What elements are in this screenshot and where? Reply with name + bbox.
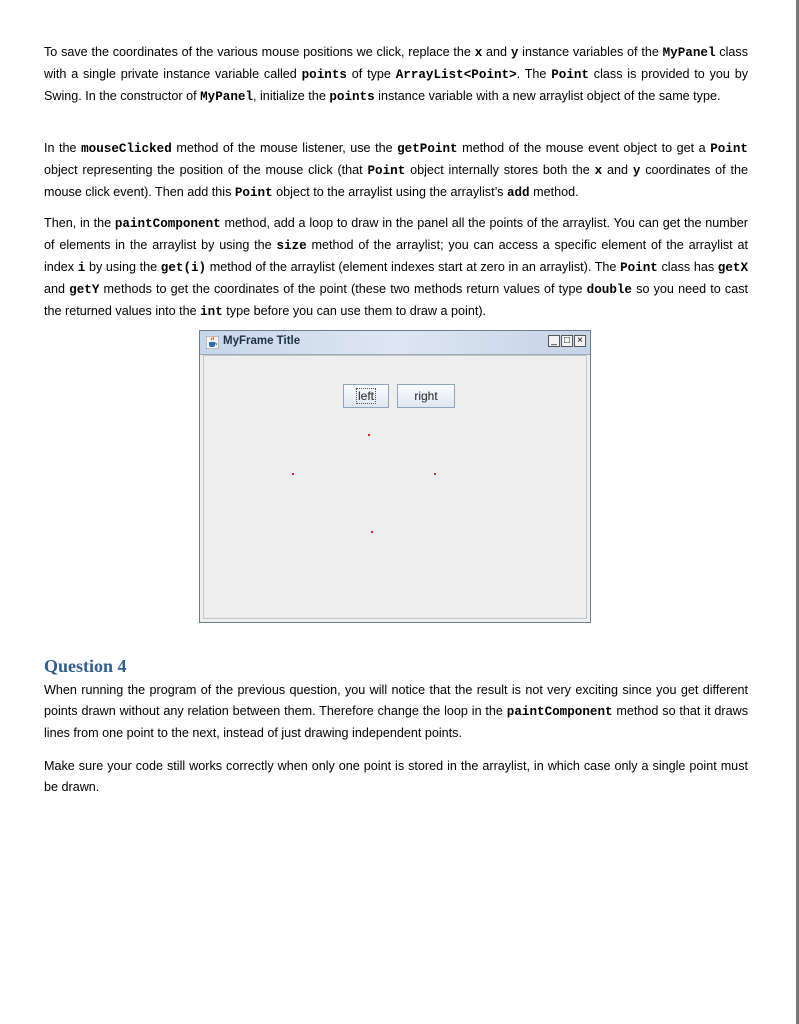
- inline-code: get(i): [160, 261, 207, 275]
- left-button-label: left: [357, 389, 374, 403]
- left-button[interactable]: [343, 384, 389, 408]
- paragraph-points-variable: To save the coordinates of the various mouse positions we click, replace the x and y instance variables of the MyPanel class with a single private instance variable called points of type ArrayList<Point>. The Point class is provided to you by Swing. In the constructor of MyPanel, initialize the points instance variable with a new arraylist object of the same type.: [44, 45, 749, 104]
- drawn-point: [371, 531, 373, 533]
- java-cup-icon: [206, 336, 219, 349]
- drawn-point: [434, 473, 436, 475]
- inline-code: ArrayList<Point>: [395, 68, 517, 82]
- inline-code: size: [276, 239, 307, 253]
- paragraph-paint-component: Then, in the paintComponent method, add a loop to draw in the panel all the points of the arraylist. You can get the number of elements in the arraylist by using the size method of the arraylist; you can access a specific element of the arraylist at index i by using the get(i) method of the arraylist (element indexes start at zero in an arraylist). The Point class has getX and getY methods to get the coordinates of the point (these two methods return values of type double so you need to cast the returned values into the int type before you can use them to draw a point).: [44, 216, 749, 319]
- inline-code: mouseClicked: [81, 142, 172, 156]
- inline-code: getPoint: [397, 142, 458, 156]
- inline-code: getX: [717, 261, 748, 275]
- inline-code: int: [200, 305, 223, 319]
- inline-code: y: [510, 46, 519, 60]
- paragraph-single-point: Make sure your code still works correctly when only one point is stored in the arraylist, in which case only a single point must be drawn.: [44, 759, 748, 794]
- inline-code: y: [632, 164, 641, 178]
- inline-code: x: [594, 164, 603, 178]
- minimize-button[interactable]: _: [548, 335, 560, 347]
- inline-code: points: [329, 90, 375, 104]
- inline-code: Point: [234, 186, 273, 200]
- inline-code: MyPanel: [662, 46, 716, 60]
- inline-code: getY: [69, 283, 100, 297]
- right-button[interactable]: right: [397, 384, 455, 408]
- question-4-heading: Question 4: [44, 656, 127, 676]
- close-button[interactable]: ×: [574, 335, 586, 347]
- inline-code: Point: [710, 142, 748, 156]
- inline-code: Point: [367, 164, 406, 178]
- inline-code: x: [474, 46, 483, 60]
- drawn-point: [368, 434, 370, 436]
- inline-code: add: [506, 186, 530, 200]
- inline-code: paintComponent: [506, 705, 613, 719]
- inline-code: double: [586, 283, 632, 297]
- inline-code: MyPanel: [200, 90, 254, 104]
- myframe-window: [199, 330, 591, 623]
- paragraph-mouse-clicked: In the mouseClicked method of the mouse listener, use the getPoint method of the mouse event object to get a Point object representing the position of the mouse click (that Point object internally stores both the x and y coordinates of the mouse click event). Then add this Point object to the arraylist using the arraylist’s add method.: [44, 141, 748, 200]
- maximize-button[interactable]: □: [561, 335, 573, 347]
- inline-code: i: [77, 261, 86, 275]
- inline-code: Point: [620, 261, 658, 275]
- drawn-point: [292, 473, 294, 475]
- window-title: MyFrame Title: [223, 335, 301, 347]
- paragraph-draw-lines: When running the program of the previous question, you will notice that the result is not very exciting since you get different points drawn without any relation between them. Therefore change the loop in the paintComponent method so that it draws lines from one point to the next, instead of just drawing independent points.: [44, 683, 748, 740]
- window-titlebar[interactable]: [200, 331, 590, 355]
- inline-code: paintComponent: [114, 217, 221, 231]
- inline-code: Point: [551, 68, 589, 82]
- inline-code: points: [301, 68, 347, 82]
- drawing-panel[interactable]: [203, 355, 587, 619]
